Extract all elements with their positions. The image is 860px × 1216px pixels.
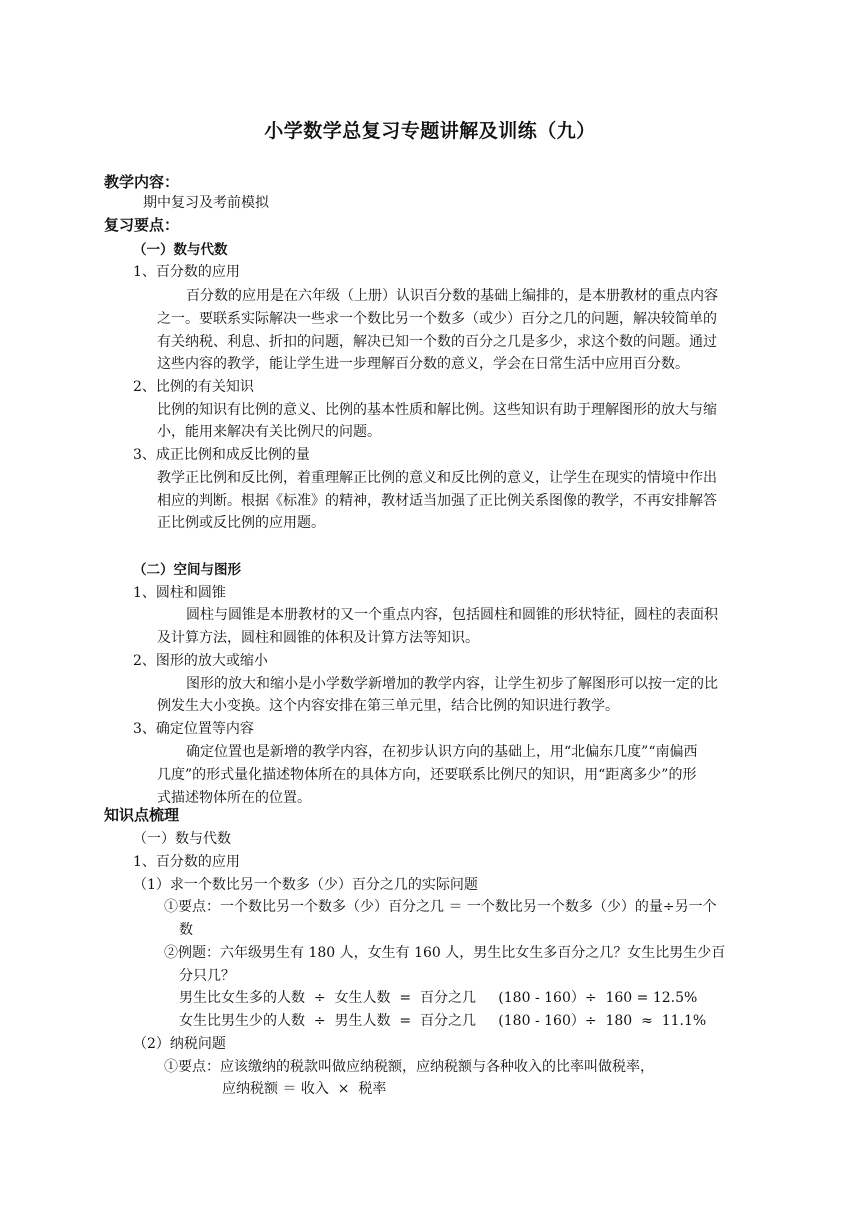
p1-item3-title: 3、成正比例和成反比例的量 — [133, 447, 310, 463]
paragraph-line: 图形的放大和缩小是小学数学新增加的教学内容，让学生初步了解图形可以按一定的比 — [186, 676, 718, 692]
formula-line: 应纳税额 ＝ 收入 × 税率 — [222, 1081, 387, 1097]
p2-item3-title: 3、确定位置等内容 — [133, 721, 254, 737]
page-title: 小学数学总复习专题讲解及训练（九） — [264, 120, 596, 142]
paragraph-line: 正比例或反比例的应用题。 — [157, 515, 325, 531]
paragraph-line: 有关纳税、利息、折扣的问题，解决已知一个数的百分之几是多少，求这个数的问题。通过 — [157, 334, 717, 350]
paragraph-line: 圆柱与圆锥是本册教材的又一个重点内容，包括圆柱和圆锥的形状特征，圆柱的表面积 — [186, 607, 718, 623]
paragraph-line: 这些内容的教学，能让学生进一步理解百分数的意义，学会在日常生活中应用百分数。 — [157, 356, 689, 372]
p2-item2-title: 2、图形的放大或缩小 — [133, 653, 268, 669]
paragraph-line: 教学正比例和反比例，着重理解正比例的意义和反比例的意义，让学生在现实的情境中作出 — [157, 470, 717, 486]
formula-line: 男生比女生多的人数 ÷ 女生人数 = 百分之几 (180 - 160）÷ 160 = 12.5% — [179, 990, 698, 1006]
paragraph-line: 之一。要联系实际解决一些求一个数比另一个数多（或少）百分之几的问题，解决较简单的 — [157, 311, 717, 327]
knowledge-heading: 知识点梳理 — [104, 806, 180, 824]
paragraph-line: 百分数的应用是在六年级（上册）认识百分数的基础上编排的，是本册教材的重点内容 — [186, 288, 718, 304]
k-part1: （一）数与代数 — [133, 831, 231, 847]
p1-item2-title: 2、比例的有关知识 — [133, 379, 254, 395]
p2-item1-title: 1、圆柱和圆锥 — [133, 585, 226, 601]
paragraph-line: 几度”的形式量化描述物体所在的具体方向，还要联系比例尺的知识，用“距离多少”的形 — [157, 767, 697, 783]
paragraph-line: 确定位置也是新增的教学内容，在初步认识方向的基础上，用“北偏东几度”“南偏西 — [186, 744, 698, 760]
paragraph-line: 比例的知识有比例的意义、比例的基本性质和解比例。这些知识有助于理解图形的放大与缩 — [157, 402, 717, 418]
k-sub2: （2）纳税问题 — [133, 1036, 226, 1052]
formula-line: 女生比男生少的人数 ÷ 男生人数 = 百分之几 (180 - 160）÷ 180 ≈ 11.1% — [179, 1013, 707, 1029]
k-sub1: （1）求一个数比另一个数多（少）百分之几的实际问题 — [133, 877, 478, 893]
part1-heading: （一）数与代数 — [133, 242, 228, 258]
paragraph-line: 小，能用来解决有关比例尺的问题。 — [157, 424, 381, 440]
paragraph-line: 式描述物体所在的位置。 — [157, 790, 311, 806]
paragraph-line: ①要点：一个数比另一个数多（少）百分之几 ＝ 一个数比另一个数多（少）的量÷另一个 — [164, 899, 717, 915]
paragraph-line: ①要点：应该缴纳的税款叫做应纳税额，应纳税额与各种收入的比率叫做税率， — [164, 1059, 654, 1075]
content-heading: 教学内容： — [104, 173, 180, 191]
p1-item1-title: 1、百分数的应用 — [133, 264, 240, 280]
paragraph-line: 数 — [179, 922, 193, 938]
part2-heading: （二）空间与图形 — [133, 562, 241, 578]
paragraph-line: 分只几？ — [179, 968, 235, 984]
k-item1: 1、百分数的应用 — [133, 854, 240, 870]
paragraph-line: 相应的判断。根据《标准》的精神，教材适当加强了正比例关系图像的教学，不再安排解答 — [157, 493, 717, 509]
review-heading: 复习要点： — [104, 216, 180, 234]
paragraph-line: 及计算方法，圆柱和圆锥的体积及计算方法等知识。 — [157, 630, 479, 646]
paragraph-line: ②例题：六年级男生有 180 人，女生有 160 人，男生比女生多百分之几？女生比男生少百 — [164, 945, 726, 961]
paragraph-line: 例发生大小变换。这个内容安排在第三单元里，结合比例的知识进行教学。 — [157, 698, 619, 714]
content-text: 期中复习及考前模拟 — [143, 195, 269, 211]
